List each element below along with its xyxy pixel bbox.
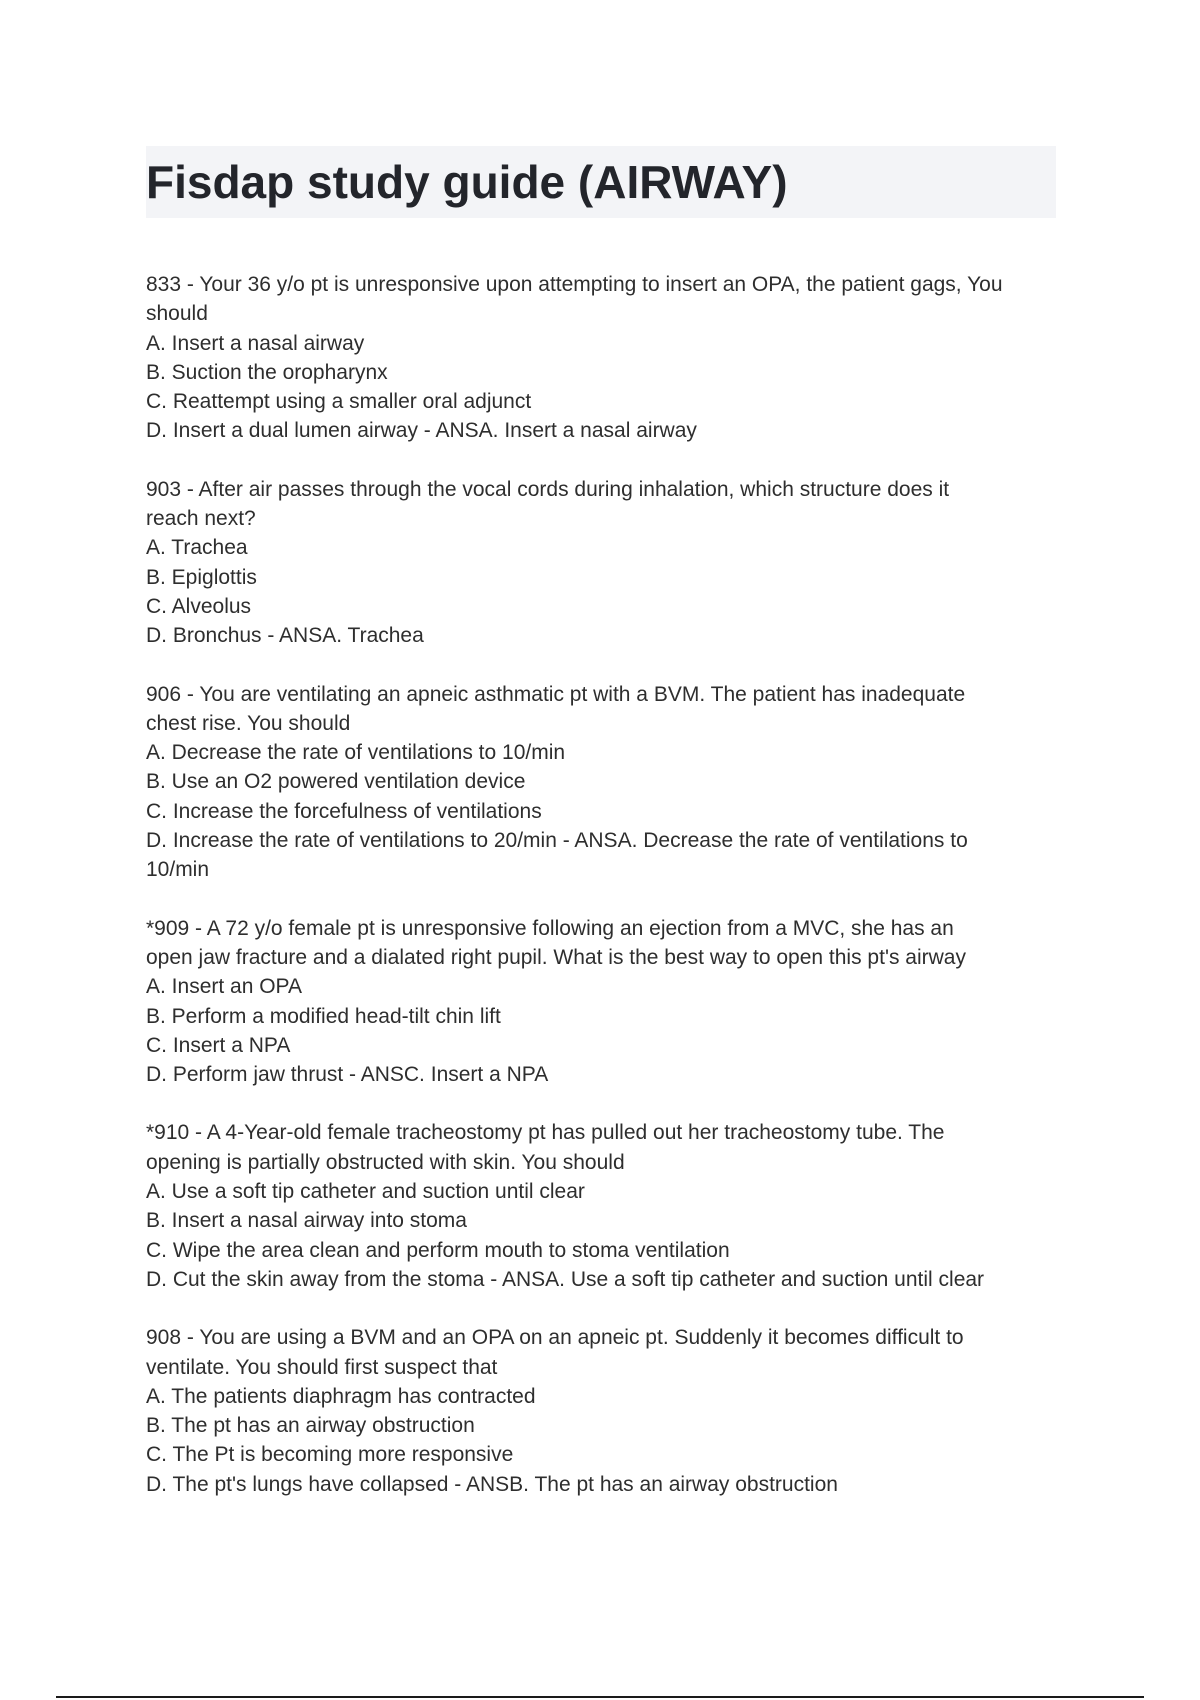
question-stem-line: 906 - You are ventilating an apneic asthmatic pt with a BVM. The patient has inadequate: [146, 682, 966, 706]
answer-option: C. The Pt is becoming more responsive: [146, 1443, 514, 1467]
question-833: [146, 270, 1066, 446]
answer-option: D. The pt's lungs have collapsed - ANSB. The pt has an airway obstruction: [146, 1472, 838, 1496]
answer-option: C. Insert a NPA: [146, 1033, 291, 1057]
question-stem-line: should: [146, 302, 208, 326]
question-stem-line: *909 - A 72 y/o female pt is unresponsive following an ejection from a MVC, she has an: [146, 916, 954, 940]
question-910: [146, 1118, 1066, 1294]
answer-option: D. Perform jaw thrust - ANSC. Insert a NPA: [146, 1063, 549, 1087]
answer-option: C. Increase the forcefulness of ventilations: [146, 799, 542, 823]
answer-option: A. Decrease the rate of ventilations to 10/min: [146, 741, 566, 765]
question-stem-line: 908 - You are using a BVM and an OPA on an apneic pt. Suddenly it becomes difficult to: [146, 1326, 964, 1350]
answer-option: A. Insert an OPA: [146, 975, 303, 999]
question-908: [146, 1323, 1066, 1499]
answer-option: D. Bronchus - ANSA. Trachea: [146, 624, 424, 648]
answer-option: A. Insert a nasal airway: [146, 331, 365, 355]
question-stem-line: chest rise. You should: [146, 711, 351, 735]
page-title: Fisdap study guide (AIRWAY): [146, 156, 788, 208]
answer-option: A. The patients diaphragm has contracted: [146, 1384, 536, 1408]
question-stem-line: ventilate. You should first suspect that: [146, 1355, 498, 1379]
answer-option: B. Epiglottis: [146, 565, 257, 589]
answer-option: A. Use a soft tip catheter and suction until clear: [146, 1180, 585, 1204]
answer-option: D. Insert a dual lumen airway - ANSA. Insert a nasal airway: [146, 419, 697, 443]
answer-option-continuation: 10/min: [146, 858, 210, 882]
question-stem-line: *910 - A 4-Year-old female tracheostomy pt has pulled out her tracheostomy tube. The: [146, 1121, 945, 1145]
footer-divider: [56, 1696, 1144, 1698]
question-stem-line: opening is partially obstructed with skin. You should: [146, 1150, 625, 1174]
answer-option: D. Cut the skin away from the stoma - ANSA. Use a soft tip catheter and suction until clear: [146, 1267, 985, 1291]
answer-option: C. Reattempt using a smaller oral adjunct: [146, 390, 532, 414]
answer-option: B. The pt has an airway obstruction: [146, 1414, 475, 1438]
answer-option: A. Trachea: [146, 536, 248, 560]
answer-option: B. Suction the oropharynx: [146, 360, 388, 384]
question-903: [146, 475, 1066, 651]
question-909: [146, 914, 1066, 1090]
answer-option: B. Perform a modified head-tilt chin lift: [146, 1004, 501, 1028]
answer-option: B. Insert a nasal airway into stoma: [146, 1209, 467, 1233]
question-stem-line: 903 - After air passes through the vocal cords during inhalation, which structure does it: [146, 477, 950, 501]
answer-option: C. Alveolus: [146, 594, 252, 618]
question-list: [146, 270, 1066, 1499]
answer-option: B. Use an O2 powered ventilation device: [146, 770, 526, 794]
page-title-banner: [146, 146, 1056, 218]
question-906: [146, 680, 1066, 885]
answer-option: C. Wipe the area clean and perform mouth to stoma ventilation: [146, 1238, 730, 1262]
question-stem-line: open jaw fracture and a dialated right pupil. What is the best way to open this pt's airway: [146, 945, 966, 969]
question-stem-line: 833 - Your 36 y/o pt is unresponsive upon attempting to insert an OPA, the patient gags, You: [146, 273, 1003, 296]
question-stem-line: reach next?: [146, 507, 256, 531]
answer-option: D. Increase the rate of ventilations to 20/min - ANSA. Decrease the rate of ventilations to: [146, 829, 968, 853]
